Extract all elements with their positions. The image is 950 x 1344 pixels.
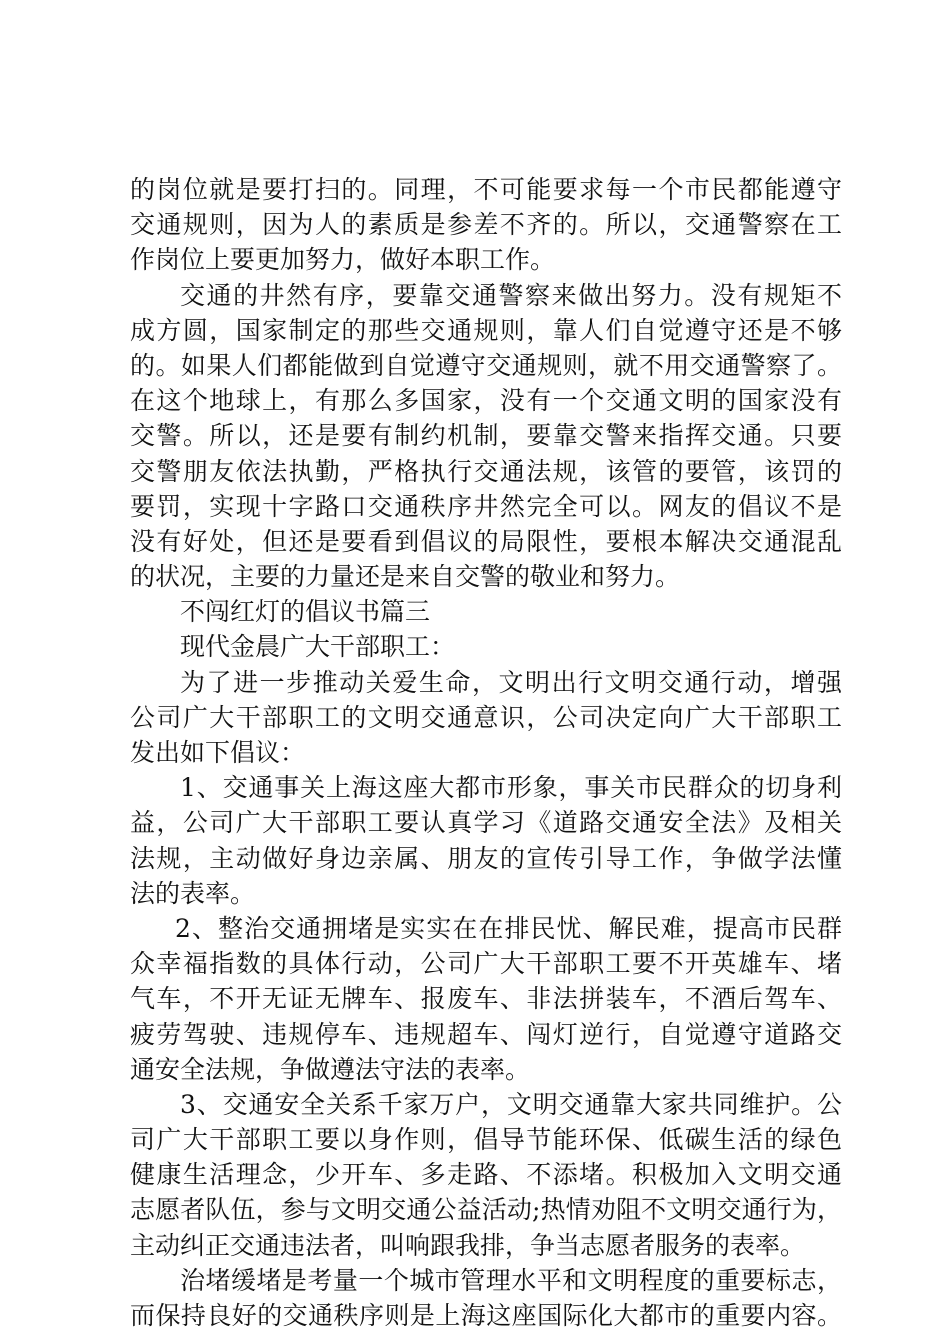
text-line: 的状况，主要的力量还是来自交警的敬业和努力。 bbox=[130, 562, 681, 592]
text-line: 通安全法规，争做遵法守法的表率。 bbox=[130, 1054, 531, 1084]
text-line: 交通规则，因为人的素质是参差不齐的。所以，交通警察在工 bbox=[130, 210, 842, 240]
text-line: 司广大干部职工要以身作则，倡导节能环保、低碳生活的绿色 bbox=[130, 1125, 842, 1155]
document-page bbox=[130, 172, 842, 1333]
text-line: 要罚，实现十字路口交通秩序井然完全可以。网友的倡议不是 bbox=[130, 491, 842, 521]
text-line: 众幸福指数的具体行动，公司广大干部职工要不开英雄车、堵 bbox=[130, 949, 842, 979]
text-line: 法规，主动做好身边亲属、朋友的宣传引导工作，争做学法懂 bbox=[130, 843, 842, 873]
text-line: 公司广大干部职工的文明交通意识，公司决定向广大干部职工 bbox=[130, 702, 842, 732]
paragraph-first-line: 治堵缓堵是考量一个城市管理水平和文明程度的重要标志， bbox=[180, 1265, 842, 1295]
salutation: 现代金晨广大干部职工： bbox=[180, 632, 456, 662]
list-item-2-first-line: 2、整治交通拥堵是实实在在排民忧、解民难，提高市民群 bbox=[175, 913, 842, 943]
text-line: 在这个地球上，有那么多国家，没有一个交通文明的国家没有 bbox=[130, 386, 842, 416]
text-line: 法的表率。 bbox=[130, 878, 256, 908]
text-line: 作岗位上要更加努力，做好本职工作。 bbox=[130, 245, 556, 275]
text-line: 交警朋友依法执勤，严格执行交通法规，该管的要管，该罚的 bbox=[130, 456, 842, 486]
text-line: 没有好处，但还是要看到倡议的局限性，要根本解决交通混乱 bbox=[130, 526, 842, 556]
text-line: 的岗位就是要打扫的。同理，不可能要求每一个市民都能遵守 bbox=[130, 175, 842, 204]
paragraph-first-line: 为了进一步推动关爱生命，文明出行文明交通行动，增强 bbox=[180, 667, 842, 697]
section-heading: 不闯红灯的倡议书篇三 bbox=[180, 597, 431, 627]
list-item-3-first-line: 3、交通安全关系千家万户，文明交通靠大家共同维护。公 bbox=[180, 1089, 842, 1119]
text-line: 志愿者队伍，参与文明交通公益活动;热情劝阻不文明交通行为， bbox=[130, 1195, 842, 1225]
text-line: 而保持良好的交通秩序则是上海这座国际化大都市的重要内容。 bbox=[130, 1301, 842, 1330]
text-line: 气车，不开无证无牌车、报废车、非法拼装车，不酒后驾车、 bbox=[130, 984, 842, 1014]
text-line: 益，公司广大干部职工要认真学习《道路交通安全法》及相关 bbox=[130, 808, 842, 838]
text-line: 疲劳驾驶、违规停车、违规超车、闯灯逆行，自觉遵守道路交 bbox=[130, 1019, 842, 1049]
text-line: 发出如下倡议： bbox=[130, 738, 306, 767]
text-line: 的。如果人们都能做到自觉遵守交通规则，就不用交通警察了。 bbox=[130, 350, 842, 380]
list-item-1-first-line: 1、交通事关上海这座大都市形象，事关市民群众的切身利 bbox=[180, 773, 842, 803]
text-line: 主动纠正交通违法者，叫响跟我排，争当志愿者服务的表率。 bbox=[130, 1230, 806, 1260]
text-line: 健康生活理念，少开车、多走路、不添堵。积极加入文明交通 bbox=[130, 1160, 842, 1190]
text-line: 成方圆，国家制定的那些交通规则，靠人们自觉遵守还是不够 bbox=[130, 315, 842, 345]
text-line: 交警。所以，还是要有制约机制，要靠交警来指挥交通。只要 bbox=[130, 421, 842, 451]
paragraph-first-line: 交通的井然有序，要靠交通警察来做出努力。没有规矩不 bbox=[180, 280, 842, 310]
